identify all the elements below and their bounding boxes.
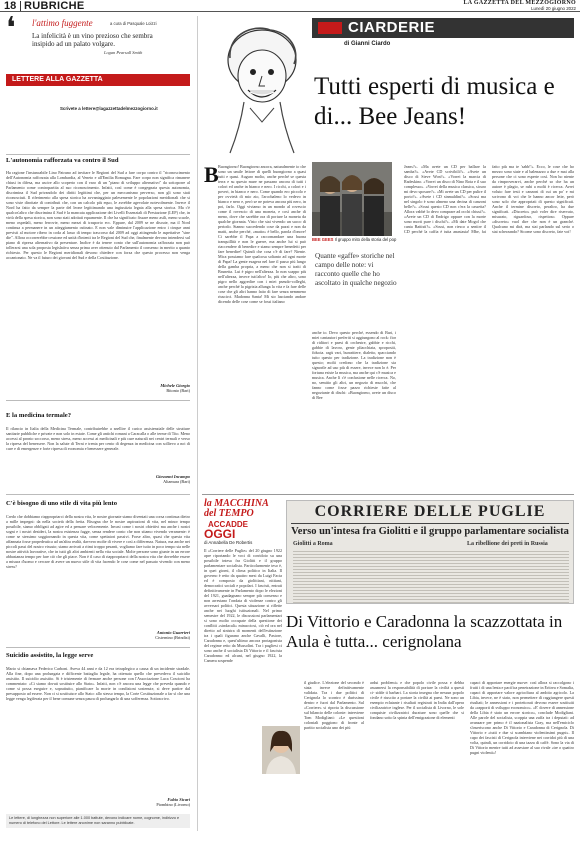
letter-city: Piombino (Livorno) <box>156 802 190 807</box>
caricature-portrait <box>210 18 310 156</box>
quote-mark-icon: ❛ <box>6 11 16 46</box>
ciarderie-column: anche io. Devo questo perché, essendo di Bari, i miei cantautori preferiti si aggiungono al rock: fior di riditori e paesi di orchestre, gabbie e ricchi, gabbie di lavoro, gente pliacchiata, spropositi, fiducia. ragù vari, burrattiere, dialetto, spacciando tutto questo per tradizione. La tradizione non è questo; molti credono che la tradizione sia signorile ad uso più di essere, invece non lo è. Per fortuna esiste la musica, ma anche qui c'è musica e musica. Anche lì c'è confusione nelle ricerca. No, no, semitio gli altri, un negozio di mucchi, che fanno come fosse pazzo richieste fatte al negoziante di dischi: «Buongiorno, avete un disco di Bee <box>312 330 396 400</box>
macchina-byline: di Annabella De Robertis <box>204 540 253 545</box>
letters-footer-note: Le lettere, di lunghezza non superiore alle 1.000 battute, devono indicare nome, cognome, indirizzo e numero di telefono del Lettore. Le lettere anonime non saranno pubblicate. <box>6 814 190 828</box>
letter-signature: Michele Giorgio <box>160 383 190 388</box>
macchina-column: capaci di apportare energie nuove: così allora si raccolgono i frutti i di una lenta e pacifica penetrazione in Eritrea e Somalia, capaci di apportare valore agricoltura al ambito agricolo. La Libia, invece, ne è stato, non permettere di raggiungere questi risultati; le annessioni e i protettorati devono essere sostituiti da «rapporti di sviluppo economico». «E' dovere di annessione della Libia è stato un errore storico», conclude Modigliani. Alle parole del socialista, scoppia una zuffa tra i deputati: ad avanzare per primo è il nazionalista Gray, ma nell'emiciclo s'inseriscono anche Di Vittorio e Caradonna di Cerignola. Di Vittorio e «tutti e due si scambiano violentissimi pugni». Il capo dei fascisti di Cerignola interviene nei corridoi più di una volta, quindi, un corridoio di una tazza di caffè. Sono la via di Di Vittorio mentre tutti ad assestare al suo rivale «tre o quattro pugni violenti»! <box>470 680 574 755</box>
macchina-column: il giudice. L'elezione del secondo è stata invece definitivamente validata. Tra i due politici di Cerignola lo scontro è durissimo dentro e fuori dal Parlamento. Sul «Corriere» si riporta la discussione sul bilancio delle colonie: interviene Tom Modigliani: «Le questioni coloniali poggiono di fronte al partito socialista uno dei più <box>304 680 364 730</box>
issue-date: Lunedì 20 giugno 2022 <box>531 6 576 11</box>
photo-caption-text: Il gruppo mito della storia del pop <box>333 237 397 242</box>
letter-title: E la medicina termale? <box>6 412 72 419</box>
photo-caption <box>312 237 402 242</box>
macchina-column: ardui problemi» e che popolo civile possa e debba assumersi la responsabilità di portare la civiltà a questi ci- sidde ti barbari. La storia insegna che nessun popolo civile è riuscito a portare la civiltà ai paesi. Ne sono un esempio eclatante i risultati registrati in India dall'opera civilizzatrice inglese. Per il socialista di Livorno, le sole conquiste civilizzatrici durature sono quelle che si fondano sotto la spinta dell'emigrazione di elementi <box>370 680 464 720</box>
letter-divider <box>6 647 190 648</box>
letter-city: Bitonto (Bari) <box>166 388 190 393</box>
letter-body: Il rilancio in Italia della Medicina Termale, contribuirebbe a snellire il carico assistenziale delle strutture sanitarie pubbliche e private e non solo in estate. Come gli antichi romani a Caracalla o alle terme di Tito. Meno accessi al pronto soccorso, meno stress, meno accessi ai medicinali e più cure naturali nei centri termali e verso la ripresa del benessere. Non la salute di Terni e trenta per cento di degenza in medicina con sollievo a noi di cure e di emergenze e forte ripresa di economia e benessere generale. <box>6 426 190 451</box>
ciarderie-column-cont <box>204 184 306 488</box>
letter-city: Cisternino (Brindisi) <box>155 635 190 640</box>
photo-caption-strong: BEE GEES <box>312 237 334 242</box>
macchina-column-cont <box>204 612 258 832</box>
page-header <box>0 0 580 12</box>
column-separator <box>197 16 198 831</box>
rubric-title: CIARDERIE <box>348 19 436 36</box>
logo-line: la MACCHINA <box>204 498 269 509</box>
ciarderie-column: Buongiorno! Buongiorno ancora, naturalmente io che sono un umile lettore di quelli buongiorno a quasi tutti e quasi. Auguro molto, anche perché se questa terra e su questo mare ne passano ancora di tutti i colori ed anche in bianco e nero. I ricchi, a colori e i poveri, in bianco e nero. Come quando ero piccolo e per ovvietà di mio zio, l'arcobaleno lo vedevo in bianco e nero e, però se ne poteva ancora più nero, in poi, farlo. Oggi viviamo in un mondo al rovescio come il rovescio di una moneta, e così anche di meno, dove che sarebbe ora di portare la moneta da qualche giornata. Visto che stai vivendo un sacco di periodo. Stanno succedendo cose da pazzi e non da matti, anche perché, «matto» è bello, parola d'onore! Ci sarebbe il Papa a raccomandare una buona tranquillità e non le guerre, ma anche lui si può riaccendere di benedire e siamo sempre benedetti per fare benedire! Quindi che cosa c'è di fare? Niente. Mica possiamo fare qualcosa soltanto ad ogni morte di Papa! La gente esagera nel fare il passo più lungo della gamba propria, a meno che non si tratti di Brunetta. Lui è pigro nell'altezza. Io non scappo più nell'altezza, invece tutt'altro! Io, più che altro, sono pigro nello aggredire con i miei pseudo-colleghi, anche perché la pigrizia allunga la vita e fa fare delle cose che gli altri hanno fatto di fare senza nemmeno riuscirci. Madonna Santa! Mi sto lasciando andare dicendo delle cose come se fossi italiano <box>218 164 306 304</box>
page-number: 18 <box>4 0 17 12</box>
macchina-headline: Di Vittorio e Caradonna la scazzottata in Aula è tutta... cerignolana <box>286 612 563 651</box>
old-newspaper-image <box>286 500 574 604</box>
letter-signature: Antonio Guarrieri <box>156 630 190 635</box>
bee-gees-photo <box>312 162 392 236</box>
letter-body: Ha ragione l'instancabile Lino Patruno ad invitare le Regioni del Sud a fare corpo contro il "riconoscimento dell'Autonomia rafforzata alla Lombardia, al Veneto e all'Emilia Romagna. Fare corpo non significa rimanere chiusi in difesa, ma uscire allo scoperto con il varo di un "piano di sviluppo alternativo" da sottoporre al Parlamento come contropartita al suo riconoscimento. Infatti, così come è congegnata questa autonomia, discrimina il Sud privandolo dei diritti legittimi che, per un meccanismo perverso, non gli sono stati riconosciuti. Il riferimento alla spesa storica ha avvantaggiato palesemente le popolazioni meridionali che si sono viste dirottate di contributi che, con un calcolo più equo, le avrebbe agevolate notevolmente. Invece il Nord ha fatto da sempre la parte del leone legittimando una ingiustizia legata alla spesa storica. Ma c'è qualcos'altro che discrimina il Sud è la mancata applicazione dei Livelli Essenziali di Prestazione (LEP) che, in virtù della spesa storica, non sono stati adottati equamente. Il che ha significato fissare meno asili, meno scuole, meno ospedali, meno ferrovie, meno mezzi di trasporto ecc. Eppure, dal 2009 se ne discute, ma il Nord continua a permanere in un atteggiamento ostinato. E non vale diminuire l'applicazione entro i cinque anni previsti al motore ribero in coda al lasso di tempo trascorso dal 2009 ad oggi attingendo le aspettative "sine die". Allora occorrerebbe cessione ed unità d'intenti tra le Regioni del Sud che, finalmente devono intendersi sul piano di ripresa alternativo da presentare. Inoltre è da tenere conto che sull'autonomia rafforzata non può tollerarsi una sola proposta legislativa senza prima aver ottenuto dal Parlamento il consenso in merito a quanto richiesto. Per questo le Regioni meridionali devono chiedere con forza che questo processo non venga accantonato. Ne va il futuro dei giovani del Sud e della Costituzione. <box>6 170 190 260</box>
old-newspaper-headline: Verso un'intesa fra Giolitti e il gruppo parlamentare socialista <box>291 526 569 537</box>
letter-divider <box>6 400 190 401</box>
newspaper-name: LA GAZZETTA DEL MEZZOGIORNO <box>463 0 576 6</box>
rubric-byline: di Gianni Ciardo <box>344 41 391 47</box>
letters-address[interactable]: Scrivete a lettere@lagazzettadelmezzogiorno.it <box>60 106 158 111</box>
macchina-column: Il «Corriere delle Puglie» del 20 giugno 1922 apre riportando le voci di corridoio su una possibile intesa fra Giolitti e il gruppo parlamentare socialista. Particolarmente teso è, in quei giorni, il clima politico in Italia. Il governo è retto da quattro mesi da Luigi Facta ed è composto da giolittiani, nittiani, democratici sociali e popolari. I fascisti, entrati definitivamente in Parlamento dopo le elezioni del 1921, guadagnano sempre più consenso e non arrestano l'ondata di violenze contro gli avversari politici. Questa situazione si riflette anche nei luoghi istituzionali. Nel primo semestre del 1922, le discussioni parlamentari si sono molto occupate della questione dei conflitti «sindacali» minacciosi, ciò ed ora nel diretto ad sinistra di momenti dell'estinzione tra i quali figurano anche Cavalli, Pastore, Caradonna e, quest'ultimo ancora protagonista del regime retto da Mussolini. Tra i pugliesi ci sono anche il socialista Di Vittorio e il fascista Caradonna: ed alcuni, nel giugno 1922, la Camera sospende <box>204 548 282 663</box>
letter-signature: Giovanni Incampo <box>155 474 190 479</box>
section-name: RUBRICHE <box>24 0 85 12</box>
pullquote: Quante «gaffe» storiche nel campo delle note: vi racconto quelle che ho ascoltato in qualche negozio <box>315 252 397 287</box>
rubric-bar <box>312 18 574 38</box>
quote-byline: a cura di Pasquale Loizzi <box>110 21 157 26</box>
logo-line: ACCADDE <box>208 520 248 529</box>
section-divider <box>202 494 574 495</box>
letter-city: Altamura (Bari) <box>163 479 190 484</box>
logo-line: OGGI <box>204 527 236 541</box>
ciarderie-column: Jeans?». «Ma avete un CD per ballare la samba?». «Avete CD scrivibili?». «Avete un disco di Steve Won?». «Vorrei la marcia di Radeskino. «Vorrei un disco di Nino Rota e il suo complesso». «Vorrei della musica classica, sicuro mi devo sposare?». «Mi avete un CD per pulire il porto?». «Avete i CD sinmaldini?». «Scusi ma nel singolo è sono almeno una decina di canzoni belle?». «Scusi questo CD non c'era la cassetta? Allora vabbè lo devo comprare ad occhi chiusi?». «Avete un CD di Endrigo oppure con la morte sono morti pure i dischi?». «Mi date Mogol che canta Battisti?». «Scusi, non riesco a sentire il CD perché la caffia è tutta anastasia! Mbe, fai fatto più ma te 'sabb!'». Ecco, le cose che ho mezzo sono state e al balenazzo a due e mai alla persone che ci sono esperte così. Non ho niente da rimproverarvi, anche perché so che ha un autore è plagio, se rubi a molti è ricerca. Avrei voluto fare testi e canzoni di cui un po' e mi scrivono di voi che le hanno ancor lette, però sono solo che appropriati di questo significati. Anche il termine discreto, peraltro, ha due significati. «Discreto» può voler dire riservato, misurato, riguardoso, rispettoso. Oppure «discreto» vuol dire che non è un granché. Qualcuno mi dirà, ma stai parlando sul serio o stai scherzando? Sicome sono discreto, fate voi! <box>404 164 574 234</box>
old-text-block <box>293 551 569 603</box>
rubric-accent <box>318 22 342 34</box>
quote-title: l'attimo fuggente <box>32 18 93 28</box>
old-rule <box>291 523 569 524</box>
old-newspaper-masthead: CORRIERE DELLE PUGLIE <box>314 503 546 520</box>
logo-line: del TEMPO <box>204 508 254 519</box>
ciarderie-headline: Tutti esperti di musica e di... Bee Jeans! <box>314 73 555 130</box>
letters-section-title: LETTERE ALLA GAZZETTA <box>6 74 190 86</box>
author-photo <box>262 726 300 774</box>
letter-signature: Fabio Sicari <box>167 797 190 802</box>
old-subhead: La ribellione dei preti in Russia <box>467 541 548 547</box>
letter-title: L'autonomia rafforzata va contro il Sud <box>6 157 119 164</box>
quote-author: Logan Pearsall Smith <box>104 50 143 55</box>
letter-title: Suicidio assistito, la legge serve <box>6 652 94 659</box>
letter-divider <box>6 494 190 495</box>
macchina-logo <box>204 498 282 546</box>
quote-box <box>6 11 190 70</box>
letter-title: C'è bisogno di uno stile di vita più lento <box>6 500 118 507</box>
quote-text: La infelicità è un vino prezioso che sembra insipido ad un palato volgare. <box>32 32 153 48</box>
letter-body: Mario si chiamava Federico Carboni. Aveva 44 anni e da 12 era tetraplegico a causa di un incidente stradale. Alla fine, dopo una prolungata e difficente battaglia legale, ha ottenuto quello che prevedeva il suicidio assistito. Il suicidio assistito. Si è tristemente di fermare anche persone con l'Associazione Luca Coscioni ha commentato: «Ci siamo dovuti sostituire allo Stato». Infatti, non c'è ancora una legge che preveda quando e come si possa eseguire e, soprattutto, pianificare la morte in condizioni sostenute, si deve partire dal presupposto ad essere. Non ci si sostituisce allo Stato: allo stesso tempo, la Corte Costituzionale a far sì che una legge venga legiferata per il bene comune senza paura di prolungarlo di una sofferenza. Sottoscrivo. <box>6 666 190 701</box>
header-divider <box>20 1 21 11</box>
letter-divider <box>6 154 190 155</box>
old-subhead: Giolitti a Roma <box>293 541 333 547</box>
dropcap: B <box>204 162 219 187</box>
letter-body: Credo che dobbiamo riappropriarci della nostra vita, le nostre giornate siamo diventati una corsa continua dietro a mille impegni: da nella società della fretta. Bisogna che le nostre aspirazioni di vita, nel minor tempo possibile, siamo obbligati ad agire ed a pensare velocemente. Invasi come i nostri obiettivi ma anche i nostri sogni e i nostri desideri, la nostra esistenza fugge, senza rendere conto che non stiamo vivendo veramente: è come se stessimo soggiornando in questa vita, come spettatori passivi. Forse altro, quasi che questa vita affannata fosse propedeutica ad un'altra realtà, davvero molte di vivere e così a differenza. Natura, ma anche nei piccoli passi del nostro vissuto; siamo arrivati a ritmi troppo pesanti, vogliamo fare tutto in poco tempo sia nelle nostre attività lavorative, che in tutti gli altri ambienti nella vita sociale. Molte persone sono giunte in un errore abbastanza tempo per fare ciò che gli piace. Non è il caso di riappropriarci della nostra vita che dovrebbe essere a misura d'uomo e cercare di avere un nuovo stile di vita facendo le cose come nel passato vivendo con meno stress? <box>6 514 190 569</box>
